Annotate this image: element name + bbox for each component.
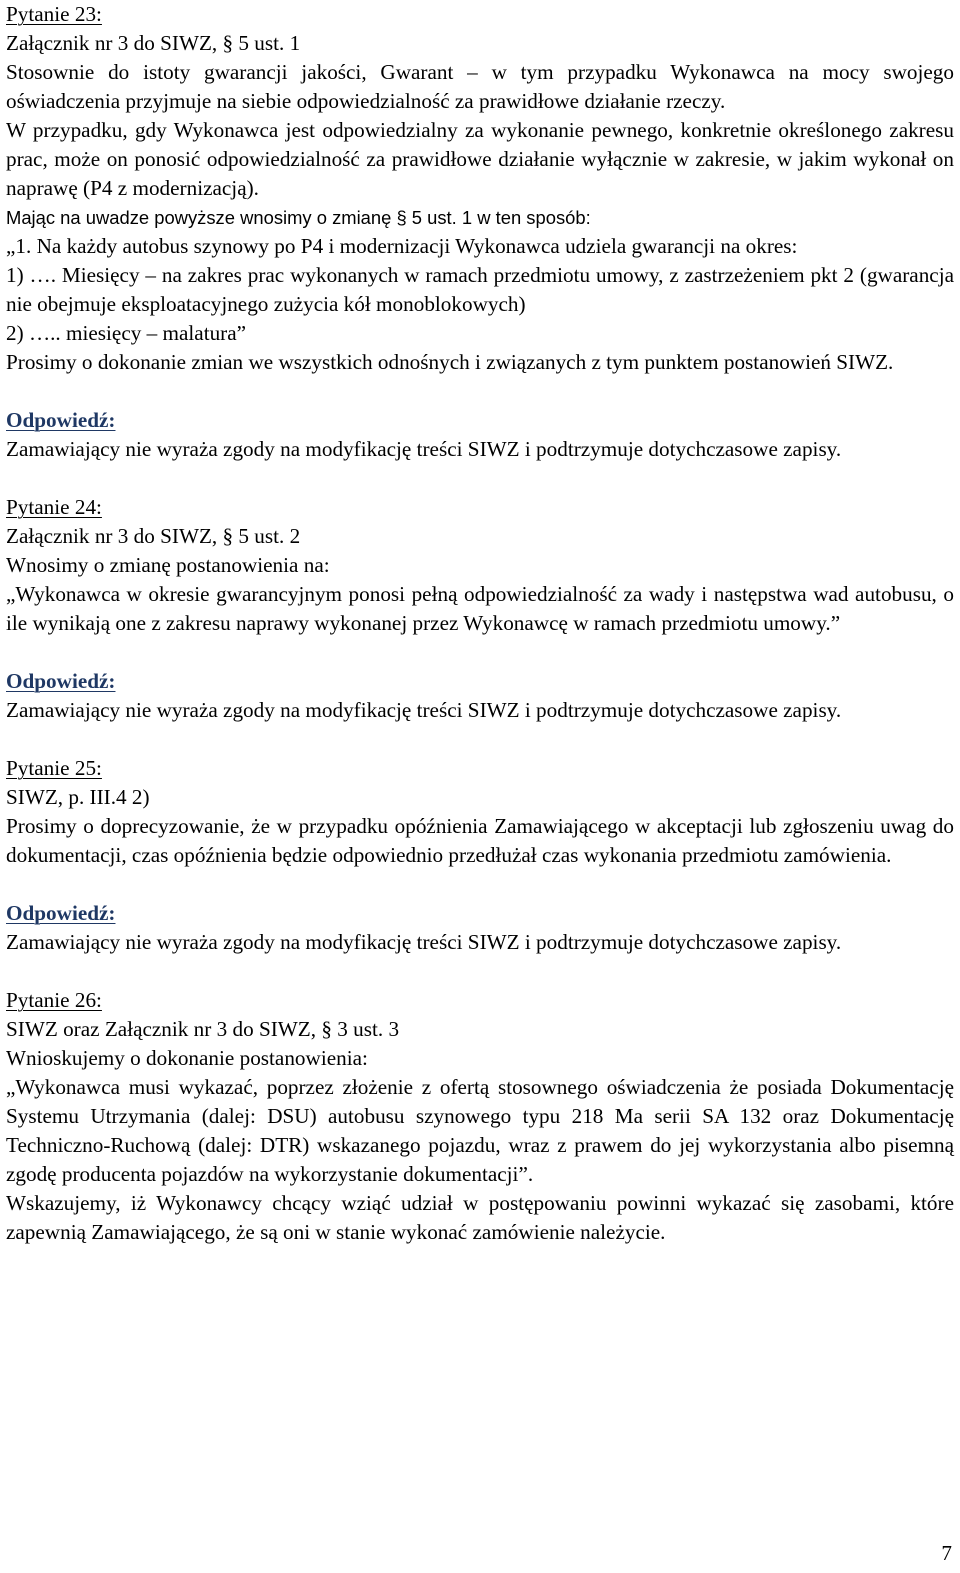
question-heading: Pytanie 23:	[6, 2, 102, 26]
spacer	[6, 725, 954, 754]
question-paragraph: 2) ….. miesięcy – malatura”	[6, 321, 247, 345]
question-23	[6, 0, 954, 464]
question-heading: Pytanie 25:	[6, 756, 102, 780]
answer-label: Odpowiedź:	[6, 408, 116, 432]
spacer	[6, 957, 954, 986]
spacer	[6, 638, 954, 667]
question-paragraph: 1) …. Miesięcy – na zakres prac wykonanych w ramach przedmiotu umowy, z zastrzeżeniem pkt 2 (gwarancja nie obejmuje eksploatacyjnego zużycia kół monoblokowych)	[6, 263, 954, 316]
question-paragraph: „Wykonawca musi wykazać, poprzez złożenie z ofertą stosownego oświadczenia że posiada Dokumentację Systemu Utrzymania (dalej: DSU) autobusu szynowego typu 218 Ma serii SA 132 oraz Dokumentację Techniczno-Ruchową (dalej: DTR) wskazanego pojazdu, wraz z prawem do jej wykorzystania albo pisemną zgodę producenta pojazdów na wykorzystanie dokumentacji”.	[6, 1075, 954, 1186]
question-reference: SIWZ oraz Załącznik nr 3 do SIWZ, § 3 ust. 3	[6, 1017, 400, 1041]
question-paragraph: W przypadku, gdy Wykonawca jest odpowiedzialny za wykonanie pewnego, konkretnie określonego zakresu prac, może on ponosić odpowiedzialność za prawidłowe działanie wyłącznie w zakresie, w jakim wykonał on naprawę (P4 z modernizacją).	[6, 118, 954, 200]
question-reference: Załącznik nr 3 do SIWZ, § 5 ust. 2	[6, 524, 301, 548]
question-paragraph: Prosimy o dokonanie zmian we wszystkich odnośnych i związanych z tym punktem postanowień SIWZ.	[6, 350, 894, 374]
answer-text: Zamawiający nie wyraża zgody na modyfikację treści SIWZ i podtrzymuje dotychczasowe zapisy.	[6, 930, 842, 954]
question-paragraph: Wnosimy o zmianę postanowienia na:	[6, 553, 330, 577]
page-number: 7	[941, 1541, 952, 1565]
question-reference: SIWZ, p. III.4 2)	[6, 785, 150, 809]
question-paragraph: Wskazujemy, iż Wykonawcy chcący wziąć udział w postępowaniu powinni wykazać się zasobami, które zapewnią Zamawiającego, że są oni w stanie wykonać zamówienie należycie.	[6, 1191, 954, 1244]
spacer	[6, 377, 954, 406]
spacer	[6, 464, 954, 493]
question-paragraph: Mając na uwadze powyższe wnosimy o zmianę § 5 ust. 1 w ten sposób:	[6, 207, 591, 228]
answer-text: Zamawiający nie wyraża zgody na modyfikację treści SIWZ i podtrzymuje dotychczasowe zapisy.	[6, 437, 842, 461]
spacer	[6, 870, 954, 899]
question-reference: Załącznik nr 3 do SIWZ, § 5 ust. 1	[6, 31, 301, 55]
question-heading: Pytanie 24:	[6, 495, 102, 519]
question-paragraph: „Wykonawca w okresie gwarancyjnym ponosi pełną odpowiedzialność za wady i następstwa wad autobusu, o ile wynikają one z zakresu naprawy wykonanej przez Wykonawcę w ramach przedmiotu umowy.”	[6, 582, 954, 635]
question-26	[6, 986, 954, 1247]
question-paragraph: „1. Na każdy autobus szynowy po P4 i modernizacji Wykonawca udziela gwarancji na okres:	[6, 234, 798, 258]
document-page	[6, 0, 954, 1247]
question-paragraph: Stosownie do istoty gwarancji jakości, Gwarant – w tym przypadku Wykonawca na mocy swojego oświadczenia przyjmuje na siebie odpowiedzialność za prawidłowe działanie rzeczy.	[6, 60, 954, 113]
answer-text: Zamawiający nie wyraża zgody na modyfikację treści SIWZ i podtrzymuje dotychczasowe zapisy.	[6, 698, 842, 722]
question-paragraph: Prosimy o doprecyzowanie, że w przypadku opóźnienia Zamawiającego w akceptacji lub zgłoszeniu uwag do dokumentacji, czas opóźnienia będzie odpowiednio przedłużał czas wykonania przedmiotu zamówienia.	[6, 814, 954, 867]
answer-label: Odpowiedź:	[6, 669, 116, 693]
question-25	[6, 754, 954, 957]
question-paragraph: Wnioskujemy o dokonanie postanowienia:	[6, 1046, 368, 1070]
question-heading: Pytanie 26:	[6, 988, 102, 1012]
question-24	[6, 493, 954, 725]
answer-label: Odpowiedź:	[6, 901, 116, 925]
